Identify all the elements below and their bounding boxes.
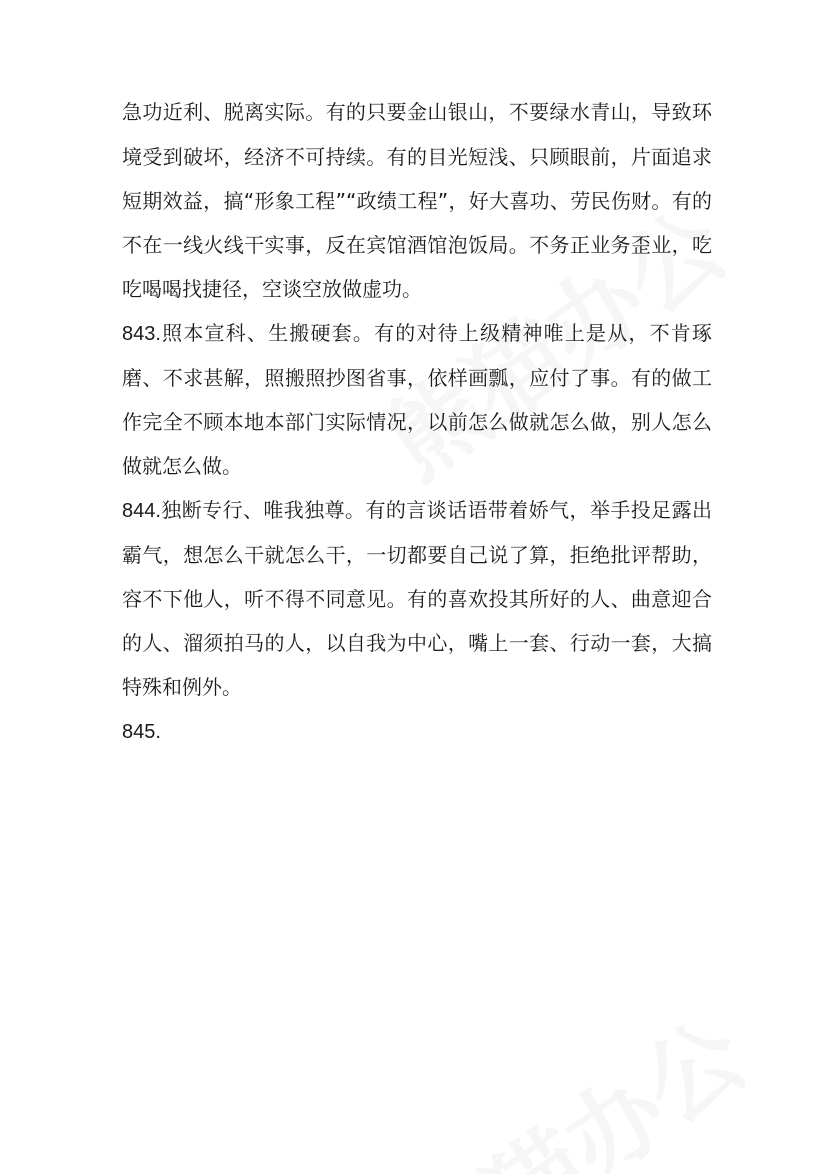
paragraph-number: 843.	[122, 323, 161, 345]
paragraph-continuation	[122, 90, 712, 311]
paragraph-text: 照本宣科、生搬硬套。有的对待上级精神唯上是从，不肯琢磨、不求甚解，照搬照抄图省事，依样画瓢，应付了事。有的做工作完全不顾本地本部门实际情况，以前怎么做就怎么做，别人怎么做就怎么做。	[122, 321, 712, 478]
watermark	[375, 982, 768, 1174]
paragraph-number: 844.	[122, 500, 161, 522]
paragraph-843	[122, 311, 712, 488]
document-body	[122, 90, 712, 754]
paragraph-845	[122, 709, 712, 754]
paragraph-text: 急功近利、脱离实际。有的只要金山银山，不要绿水青山，导致环境受到破坏，经济不可持续。有的目光短浅、只顾眼前，片面追求短期效益，搞“形象工程”“政绩工程”，好大喜功、劳民伤财。有的不在一线火线干实事，反在宾馆酒馆泡饭局。不务正业务歪业，吃吃喝喝找捷径，空谈空放做虚功。	[122, 100, 712, 301]
paragraph-text: 独断专行、唯我独尊。有的言谈话语带着娇气，举手投足露出霸气，想怎么干就怎么干，一切都要自己说了算，拒绝批评帮助，容不下他人，听不得不同意见。有的喜欢投其所好的人、曲意迎合的人、溜须拍马的人，以自我为中心，嘴上一套、行动一套，大搞特殊和例外。	[122, 498, 712, 699]
paragraph-number: 845.	[122, 721, 161, 743]
paragraph-844	[122, 488, 712, 709]
